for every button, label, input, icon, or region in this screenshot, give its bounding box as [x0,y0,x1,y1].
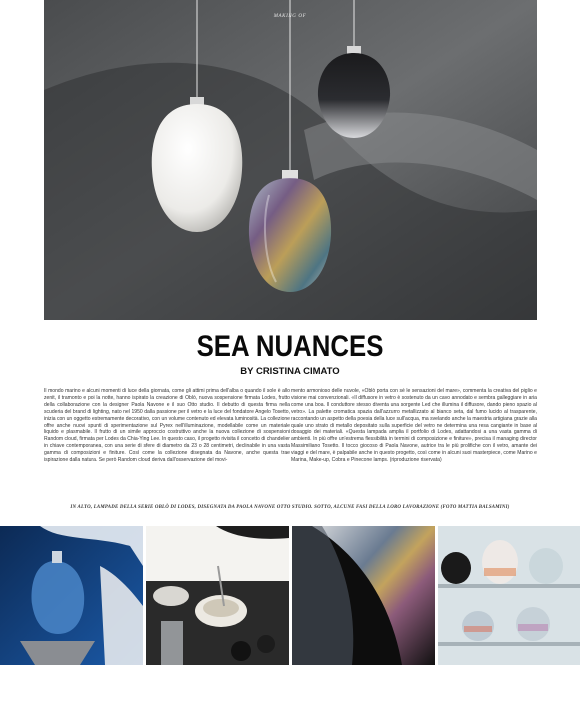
photo-caption: IN ALTO, LAMPADE DELLA SERIE OBLÒ DI LODES, DISEGNATA DA PAOLA NAVONE OTTO STUDIO. SOTTO, ALCUNE FASI DELLA LORO LAVORAZIONE (FOTO MATTIA BALSAMINI) [70,505,510,510]
glass-blowing-image [0,526,143,665]
iridescent-glass-image [292,526,435,665]
article-column-right: mento armonioso delle nuvole, «Oblò porta con sé le sensazioni del mare», commenta la creativa del piglio e visione mai convenzionali. «Il diffusore in vetro è sostenuto da un cavo annodato e sembra galleggiare in aria come una boa. Il conduttore stesso diventa una sorgente Led che illumina il diffusore, dando pieno spazio al vetro». La palette cromatica spazia dall'azzurro metallizzato al bianco seta, dal fumo lucido al trasparente, raccontando un aspetto della poesia della luce sull'acqua, ma svelando anche la maestria artigiana grazie alla quale uno strato di metallo depositato sulla superficie del vetro ne determina una resa cangiante in base al dosaggio dei materiali. «Questa lampada amplia il portfolio di Lodes, adattandosi a una vasta gamma di ambienti. In più offre un'estrema flessibilità in termini di composizione e finiture», precisa il managing director Massimiliano Tosetto. Il tocco giocoso di Paola Navone, autrice tra le più prolifiche con il vetro, amante dei viaggi e del mare, è palpabile anche in questo progetto, così come in alcuni suoi masterpiece, come Marino e Marina, Make-up, Cobra e Pinecone lamps. (riproduzione riservata) [291,388,537,464]
hero-photo [44,0,537,320]
glass-blowing-photo [0,526,143,665]
hero-pendant-lamps-image [44,0,537,320]
material-preparation-photo [146,526,289,665]
finished-globes-image [438,526,580,665]
article-title: SEA NUANCES [196,330,384,363]
article-column-left: Il mondo marino e alcuni momenti di luce della giornata, come gli attimi prima dell'alba o quando il sole è allo zenit, il tramonto e poi la notte, hanno ispirato la creazione di Oblò, nuova sospensione firmata Lodes, frutto della collaborazione con la designer Paola Navone e il suo Otto studio. Il debutto di questa firma nella scuderia del brand di lighting, nato nel 1950 dalla passione per il vetro e la luce del fondatore Angelo Tosetto, inizia con un oggetto estremamente decorativo, con un volume contenuto ed elevata luminosità. La collezione offre anche nuovi spunti di sperimentazione sul Pyrex nell'illuminazione, modellabile come un materiale liquido e plasmabile. Il frutto di un simile approccio costruttivo anche la nuova collezione di sospensioni Random cloud, firmata per Lodes da Chia-Ying Lee. In questo caso, il progetto rivisita il concetto di chandelier in chiave contemporanea, con una serie di sfere di diametro da 23 o 28 centimetri, declinabile in una vasta gamma di composizioni e finiture. Così come la collezione disegnata da Navone, anche questa trae ispirazione dalla natura. Se però Random cloud deriva dall'osservazione del movi- [44,388,290,464]
finished-globes-photo [438,526,580,665]
section-kicker: MAKING OF [273,14,307,19]
iridescent-glass-photo [292,526,435,665]
material-preparation-image [146,526,289,665]
article-byline: BY CRISTINA CIMATO [240,366,340,377]
